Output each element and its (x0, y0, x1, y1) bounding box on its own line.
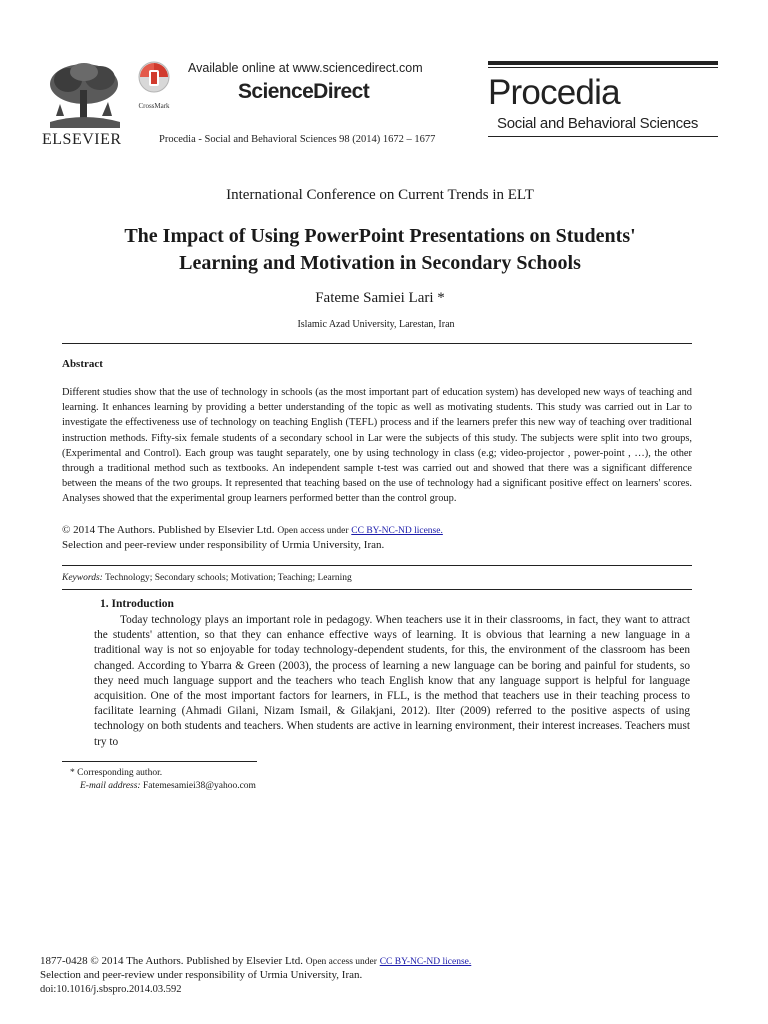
open-access-text: Open access under (277, 526, 349, 536)
journal-citation: Procedia - Social and Behavioral Sciences 98 (2014) 1672 – 1677 (159, 134, 436, 145)
procedia-rule-bottom (488, 136, 718, 137)
available-online-text: Available online at www.sciencedirect.com (188, 61, 423, 75)
footer-peer-review: Selection and peer-review under responsibility of Urmia University, Iran. (40, 969, 363, 981)
procedia-subtitle: Social and Behavioral Sciences (497, 115, 699, 132)
elsevier-tree-logo (42, 60, 126, 130)
paper-title (50, 223, 710, 277)
procedia-rule-top-thin (488, 67, 718, 68)
copyright-notice (62, 524, 443, 536)
corresponding-email (80, 781, 256, 791)
introduction-body: Today technology plays an important role in pedagogy. When teachers use it in their classrooms, in fact, they want to attract the students' attention, so that they can enhance effective ways of learning. It is obvious that learning a new language in a traditional way is not so enjoyable for today technology-dependent students, for this, the environment of the classroom has been changed. According to Ybarra & Green (2003), the process of learning a new language can be boring and painful for students, so they need much language support and the teachers who teach English know that any language support is helpful for language acquisition. One of the most important factors for learners, in FLL, is the method that teachers use in their teaching process to facilitate learning (Ahmadi Gilani, Nizam Ismail, & Gilakjani, 2012). Ilter (2009) referred to the positive aspects of using technology on both students and teachers. When students are active in learning environment, their interest increases. Teachers must try to (94, 614, 690, 748)
abstract-body: Different studies show that the use of technology in schools (as the most important part of education system) has developed new ways of teaching and learning. It enhances learning by providing a better understanding of the topic as well as motivating students. This study was carried out in Lar to investigate the effectiveness use of technology on teaching English (TEFL) process and if the learners prefer this new way of teaching over traditional instruction methods. Fifty-six female students of a secondary school in Lar were the subjects of this study. The subjects were split into two groups, (Experimental and Control). Each group was taught separately, one by using technology in class (e.g; video-projector , power-point , …), the other through a traditional method such as textbooks. An independent sample t-test was carried out and showed that there was a significant difference between the means of the two groups. It represented that teaching based on the use of technology had a significant positive effect on learners' scores. Analyses showed that the experimental group learners performed better than the control group. (62, 387, 692, 505)
doi[interactable]: doi:10.1016/j.sbspro.2014.03.592 (40, 984, 182, 995)
crossmark-label: CrossMark (138, 102, 170, 110)
crossmark-badge[interactable] (134, 60, 174, 110)
email-label: E-mail address: (80, 781, 141, 791)
paper-title-line-1: The Impact of Using PowerPoint Presentations on Students' (124, 225, 636, 247)
corresponding-author-note: * Corresponding author. (70, 768, 163, 778)
footer-copyright (40, 955, 471, 967)
footer-open-access-text: Open access under (305, 957, 377, 967)
crossmark-icon (137, 60, 171, 96)
divider (62, 343, 692, 344)
sciencedirect-logo: ScienceDirect (238, 80, 370, 103)
procedia-title: Procedia (488, 73, 620, 112)
peer-review-notice: Selection and peer-review under responsibility of Urmia University, Iran. (62, 539, 385, 551)
license-link[interactable]: CC BY-NC-ND license. (351, 526, 443, 536)
email-address[interactable]: Fatemesamiei38@yahoo.com (142, 781, 256, 791)
keywords (62, 573, 352, 583)
copyright-text: © 2014 The Authors. Published by Elsevier Ltd. (62, 524, 275, 536)
elsevier-wordmark: ELSEVIER (42, 131, 122, 148)
footer-license-link[interactable]: CC BY-NC-ND license. (379, 957, 472, 967)
author-affiliation: Islamic Azad University, Larestan, Iran (297, 319, 455, 330)
abstract-heading: Abstract (62, 358, 103, 370)
paper-title-line-2: Learning and Motivation in Secondary Schools (179, 252, 581, 274)
divider (62, 589, 692, 590)
author-name: Fateme Samiei Lari * (315, 290, 445, 306)
conference-name: International Conference on Current Trends in ELT (226, 187, 534, 203)
procedia-rule-top (488, 61, 718, 65)
divider (62, 565, 692, 566)
keywords-label: Keywords: (62, 573, 103, 583)
footer-issn-text: 1877-0428 © 2014 The Authors. Published by Elsevier Ltd. (40, 955, 303, 967)
keywords-list: Technology; Secondary schools; Motivation; Teaching; Learning (105, 573, 352, 583)
footnote-divider (62, 761, 257, 762)
section-heading-introduction: 1. Introduction (100, 598, 174, 610)
